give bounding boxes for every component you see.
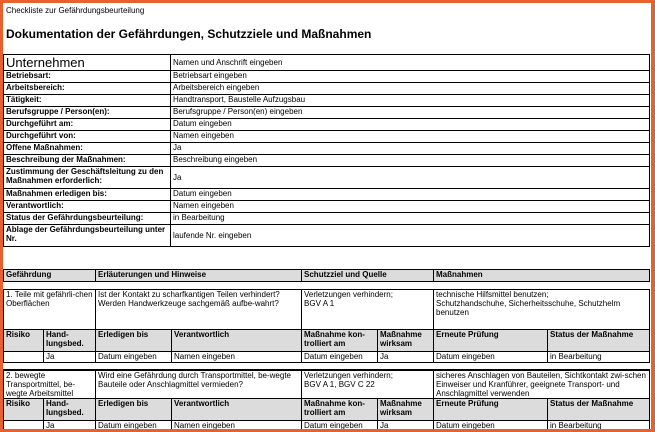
hazard-measures: technische Hilfsmittel benutzen; Schutzhandschuhe, Sicherheitsschuhe, Schutzhelm benutzen [434, 290, 650, 330]
info-value[interactable]: in Bearbeitung [171, 213, 650, 225]
measure-status-value[interactable]: in Bearbeitung [548, 421, 650, 430]
measure-values-row [4, 352, 650, 363]
spacer [4, 282, 650, 290]
subheader-verantwortlich: Verantwortlich [172, 399, 302, 421]
hazard-measures: sicheres Anschlagen von Bauteilen, Sichtkontakt zwi-schen Einweiser und Kranführer, geeignete Transport- und Anschlagmittel verwenden [434, 370, 650, 399]
effective-value[interactable]: Ja [378, 421, 434, 430]
hazard-title: 1. Teile mit gefährli-chen Oberflächen [4, 290, 96, 330]
subheader-pruefung: Erneute Prüfung [434, 330, 548, 352]
info-label: Verantwortlich: [4, 201, 171, 213]
info-label: Unternehmen [4, 55, 171, 71]
info-label: Arbeitsbereich: [4, 83, 171, 95]
info-value[interactable]: Datum eingeben [171, 189, 650, 201]
subheader-status: Status der Maßnahme [548, 330, 650, 352]
col-header-gefaehrdung: Gefährdung [4, 270, 96, 282]
hazard-protection-goal: Verletzungen verhindern; BGV A 1, BGV C 22 [302, 370, 434, 399]
info-row [4, 55, 650, 71]
hazard-explanation: Wird eine Gefährdung durch Transportmittel, be-wegte Bauteile oder Anschlagmittel vermieden? [96, 370, 302, 399]
info-row [4, 155, 650, 167]
subheader-kontrolliert: Maßnahme kon-trolliert am [302, 330, 378, 352]
info-row [4, 83, 650, 95]
action-required-value[interactable]: Ja [44, 421, 96, 430]
measure-values-row [4, 421, 650, 430]
subheader-status: Status der Maßnahme [548, 399, 650, 421]
hazard-row [4, 290, 650, 330]
info-label: Ablage der Gefährdungsbeurteilung unter Nr. [4, 225, 171, 247]
subheader-risiko: Risiko [4, 399, 44, 421]
info-row [4, 213, 650, 225]
measure-subheader-row [4, 399, 650, 421]
info-row [4, 119, 650, 131]
info-row [4, 167, 650, 189]
hazard-explanation: Ist der Kontakt zu scharfkantigen Teilen verhindert? Werden Handwerkzeuge sachgemäß aufbe-wahrt? [96, 290, 302, 330]
risk-value[interactable] [4, 352, 44, 363]
subheader-handlung: Hand-lungsbed. [44, 330, 96, 352]
recheck-date-value[interactable]: Datum eingeben [434, 421, 548, 430]
info-value[interactable]: Betriebsart eingeben [171, 71, 650, 83]
subheader-kontrolliert: Maßnahme kon-trolliert am [302, 399, 378, 421]
col-header-schutzziel: Schutzziel und Quelle [302, 270, 434, 282]
checked-date-value[interactable]: Datum eingeben [302, 352, 378, 363]
hazard-protection-goal: Verletzungen verhindern; BGV A 1 [302, 290, 434, 330]
document-page [3, 3, 651, 429]
subheader-verantwortlich: Verantwortlich [172, 330, 302, 352]
hazard-header-row [4, 270, 650, 282]
measure-status-value[interactable]: in Bearbeitung [548, 352, 650, 363]
spacer-row [4, 363, 650, 370]
subheader-handlung: Hand-lungsbed. [44, 399, 96, 421]
info-value[interactable]: Berufsgruppe / Person(en) eingeben [171, 107, 650, 119]
company-info-table [3, 54, 650, 247]
subheader-risiko: Risiko [4, 330, 44, 352]
responsible-value[interactable]: Namen eingeben [172, 352, 302, 363]
info-label: Zustimmung der Geschäftsleitung zu den Maßnahmen erforderlich: [4, 167, 171, 189]
effective-value[interactable]: Ja [378, 352, 434, 363]
spacer [4, 363, 650, 370]
measure-subheader-row [4, 330, 650, 352]
info-label: Offene Maßnahmen: [4, 143, 171, 155]
info-row [4, 107, 650, 119]
info-value[interactable]: Beschreibung eingeben [171, 155, 650, 167]
info-value[interactable]: Datum eingeben [171, 119, 650, 131]
col-header-massnahmen: Maßnahmen [434, 270, 650, 282]
info-label: Maßnahmen erledigen bis: [4, 189, 171, 201]
info-row [4, 189, 650, 201]
info-label: Durchgeführt von: [4, 131, 171, 143]
action-required-value[interactable]: Ja [44, 352, 96, 363]
hazard-table [3, 269, 650, 429]
info-value[interactable]: Namen und Anschrift eingeben [171, 55, 650, 71]
info-value[interactable]: Namen eingeben [171, 131, 650, 143]
subheader-erledigen: Erledigen bis [96, 399, 172, 421]
subheader-wirksam: Maßnahme wirksam [378, 399, 434, 421]
checked-date-value[interactable]: Datum eingeben [302, 421, 378, 430]
risk-value[interactable] [4, 421, 44, 430]
info-label: Durchgeführt am: [4, 119, 171, 131]
info-row [4, 143, 650, 155]
info-value[interactable]: Arbeitsbereich eingeben [171, 83, 650, 95]
info-label: Berufsgruppe / Person(en): [4, 107, 171, 119]
spacer-row [4, 282, 650, 290]
info-row [4, 95, 650, 107]
info-row [4, 225, 650, 247]
col-header-erlaeuterungen: Erläuterungen und Hinweise [96, 270, 302, 282]
due-date-value[interactable]: Datum eingeben [96, 421, 172, 430]
recheck-date-value[interactable]: Datum eingeben [434, 352, 548, 363]
info-label: Tätigkeit: [4, 95, 171, 107]
responsible-value[interactable]: Namen eingeben [172, 421, 302, 430]
info-value[interactable]: Namen eingeben [171, 201, 650, 213]
hazard-row [4, 370, 650, 399]
document-title: Dokumentation der Gefährdungen, Schutzziele und Maßnahmen [6, 27, 372, 41]
info-label: Status der Gefährdungsbeurteilung: [4, 213, 171, 225]
info-row [4, 131, 650, 143]
info-value[interactable]: Ja [171, 143, 650, 155]
info-label: Betriebsart: [4, 71, 171, 83]
subheader-pruefung: Erneute Prüfung [434, 399, 548, 421]
due-date-value[interactable]: Datum eingeben [96, 352, 172, 363]
info-value[interactable]: laufende Nr. eingeben [171, 225, 650, 247]
info-value[interactable]: Ja [171, 167, 650, 189]
info-row [4, 201, 650, 213]
info-row [4, 71, 650, 83]
checklist-caption: Checkliste zur Gefährdungsbeurteilung [6, 6, 145, 15]
info-value[interactable]: Handtransport, Baustelle Aufzugsbau [171, 95, 650, 107]
hazard-title: 2. bewegte Transportmittel, be-wegte Arbeitsmittel [4, 370, 96, 399]
info-label: Beschreibung der Maßnahmen: [4, 155, 171, 167]
subheader-erledigen: Erledigen bis [96, 330, 172, 352]
subheader-wirksam: Maßnahme wirksam [378, 330, 434, 352]
